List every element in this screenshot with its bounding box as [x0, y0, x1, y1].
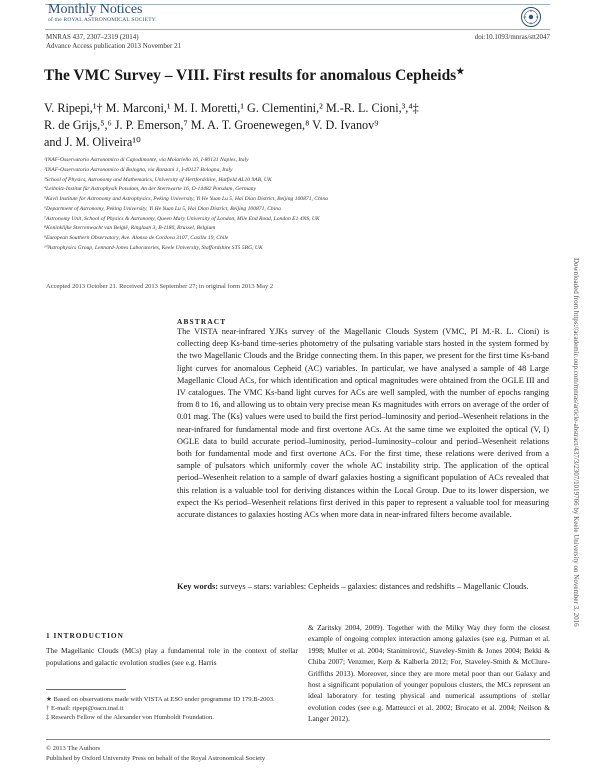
affiliation: ⁹European Southern Observatory, Ave. Alonso de Cordova 3107, Casilla 19, Chile	[44, 235, 229, 241]
affiliation: ³School of Physics, Astronomy and Mathematics, University of Hertfordshire, Hatfield AL10 9AB, UK	[44, 176, 272, 183]
affiliation: ⁷Astronomy Unit, School of Physics & Astronomy, Queen Mary University of London, Mile End Road, London E1 4NS, UK	[44, 215, 320, 222]
footnote-email[interactable]: † E-mail: ripepi@oacn.inaf.it	[46, 705, 124, 713]
affiliation: ²INAF-Osservatorio Astronomico di Bologna, via Ranzani 1, I-40127 Bologna, Italy	[44, 166, 233, 173]
received-accepted-dates: Accepted 2013 October 21. Received 2013 September 27; in original form 2013 May 2	[46, 283, 274, 290]
affiliation: ⁴Leibnitz-Institut für Astrophysik Potsdam, An der Sternwarte 16, D-14482 Potsdam, Germany	[44, 186, 257, 193]
authors-line-1: V. Ripepi,¹† M. Marconi,¹ M. I. Moretti,¹ G. Clementini,² M.-R. L. Cioni,³,⁴‡	[44, 101, 419, 115]
intro-paragraph-continued: & Zaritsky 2004, 2009). Together with the Milky Way they form the closest example of ongoing complex interaction among galaxies (see e.g. Putman et al. 1998; Muller et al. 2004; Stanimirović, Staveley-Smith & Jones 2004; Bekki & Chiba 2007; Venzmer, Kerp & Kalberla 2012; For, Staveley-Smith & McClure-Griffiths 2013). Moreover, since they are more metal poor than our Galaxy and host a significant population of younger populous clusters, the MCs represent an ideal laboratory for testing physical and numerical assumptions of stellar evolution codes (see e.g. Matteucci et al. 2002; Brocato et al. 2004; Neilson & Langer 2012).	[308, 623, 550, 724]
journal-name: Monthly Notices	[48, 2, 143, 17]
abstract-heading: ABSTRACT	[177, 317, 227, 326]
footnotes	[46, 695, 298, 723]
download-note-text: Downloaded from https://academic.oup.com/mnras/article-abstract/437/3/2307/1019766 by Keele University on November 3, 2016	[572, 258, 580, 627]
title-footnote-mark[interactable]: ★	[456, 66, 465, 76]
download-watermark	[568, 258, 582, 728]
footnote: ★ Based on observations made with VISTA at ESO under programme ID 179.B-2003.	[46, 696, 275, 703]
section-heading-introduction: 1 INTRODUCTION	[46, 631, 124, 640]
authors-line-2: R. de Grijs,⁵,⁶ J. P. Emerson,⁷ M. A. T. Groenewegen,⁸ V. D. Ivanov⁹	[44, 118, 379, 132]
footer-divider	[46, 739, 550, 740]
affiliation: ⁶Department of Astronomy, Peking University, Yi He Yuan Lu 5, Hai Dian District, Beijing 100871, China	[44, 205, 281, 212]
paper-title-text: The VMC Survey – VIII. First results for anomalous Cepheids	[44, 67, 457, 85]
citation: MNRAS 437, 2307–2319 (2014)	[46, 33, 139, 41]
authors-line-3: and J. M. Oliveira¹⁰	[44, 135, 141, 149]
intro-paragraph: The Magellanic Clouds (MCs) play a fundamental role in the context of stellar populations and galactic evolution studies (see e.g. Harris	[46, 646, 298, 667]
author-list	[44, 100, 544, 151]
doi-link[interactable]: doi:10.1093/mnras/stt2047	[474, 33, 550, 41]
abstract-text: The VISTA near-infrared YJKs survey of the Magellanic Clouds System (VMC, PI M.-R. L. Cioni) is collecting deep Ks-band time-series photometry of the pulsating variable stars hosted in the system formed by the two Magellanic Clouds and the Bridge connecting them. In this paper, we present for the first time Ks-band light curves for anomalous Cepheid (AC) variables. In particular, we have analysed a sample of 48 Large Magellanic Cloud ACs, for which identification and optical magnitudes were obtained from the OGLE III and IV catalogues. The VMC Ks-band light curves for ACs are well sampled, with the number of epochs ranging from 8 to 16, and allowing us to obtain very precise mean Ks magnitudes with errors on average of the order of 0.01 mag. The ⟨Ks⟩ values were used to build the first period–luminosity and period–Wesenheit relations in the near-infrared for fundamental mode and first overtone ACs. At the same time we exploited the optical (V, I) OGLE data to build accurate period–luminosity, period–luminosity–colour and period–Wesenheit relations both for fundamental mode and first overtone ACs. For the first time, these relations were derived from a sample of pulsators which uniformly cover the whole AC instability strip. The application of the optical period–Wesenheit relation to a sample of dwarf galaxies hosting a significant population of ACs revealed that this relation is a valuable tool for deriving distances within the Local Group. Due to its lower dispersion, we expect the Ks period–Wesenheit relations first derived in this paper to represent a valuable tool for measuring accurate distances to galaxies hosting ACs when more data in near-infrared filters become available.	[177, 327, 549, 520]
affiliations	[44, 156, 554, 254]
ras-seal-icon	[520, 6, 542, 28]
keywords-label: Key words:	[177, 582, 219, 591]
copyright-block	[46, 744, 265, 763]
publisher-line: Published by Oxford University Press on behalf of the Royal Astronomical Society	[46, 754, 266, 762]
keywords	[177, 581, 549, 593]
citation-block	[46, 33, 181, 51]
footnote: ‡ Research Fellow of the Alexander von Humboldt Foundation.	[46, 714, 214, 722]
keywords-text: surveys – stars: variables: Cepheids – galaxies: distances and redshifts – Magellanic Clouds.	[220, 582, 529, 591]
advance-access: Advance Access publication 2013 November 21	[46, 42, 182, 50]
affiliation: ¹INAF-Osservatorio Astronomico di Capodimonte, via Moiariello 16, I-80131 Naples, Italy	[44, 157, 249, 163]
affiliation: ¹⁰Astrophysics Group, Lennard-Jones Laboratories, Keele University, Staffordshire ST5 5BG, UK	[44, 244, 263, 251]
journal-subtitle: of the ROYAL ASTRONOMICAL SOCIETY	[48, 17, 156, 23]
affiliation: ⁵Kavli Institute for Astronomy and Astrophysics, Peking University, Yi He Yuan Lu 5, Hai Dian District, Beijing 100871, China	[44, 196, 328, 202]
footnote-divider	[46, 689, 126, 690]
paper-title	[44, 66, 554, 85]
copyright: © 2013 The Authors	[46, 745, 101, 752]
affiliation: ⁸Koninklijke Sterrenwacht van België, Ringlaan 3, B-1180, Brussel, Belgium	[44, 225, 216, 232]
